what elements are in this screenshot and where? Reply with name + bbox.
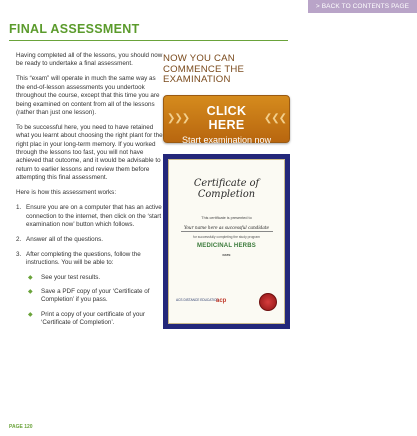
chevron-right-icon: ❯❯❯ bbox=[167, 112, 190, 124]
certificate-program-line: for successfully completing the study program bbox=[193, 235, 260, 239]
list-item bbox=[26, 274, 163, 282]
cta-top-row bbox=[164, 104, 289, 132]
success-paragraph: To be successful here, you need to have retained what you learnt about choosing the right plant for the right plac in your long-term memory. If you worked through the lessons too fast, you will not have achieved that outcome, and it would be advisable to return to earlier lessons and review them before attempting this final assessment. bbox=[16, 123, 163, 182]
bullet-text: Print a copy of your certificate of your ‘Certificate of Completion’. bbox=[41, 310, 145, 327]
start-examination-button[interactable] bbox=[163, 95, 290, 143]
step-text: Ensure you are on a computer that has an active connection to the internet, then click on the ‘start examination now’ button which follows. bbox=[26, 204, 162, 228]
seal-icon bbox=[259, 293, 277, 311]
cta-subtitle: Start examination now bbox=[181, 135, 272, 145]
page-title: FINAL ASSESSMENT bbox=[9, 22, 140, 36]
step-item bbox=[16, 251, 163, 334]
bullet-text: Save a PDF copy of your ‘Certificate of Completion’ if you pass. bbox=[41, 287, 150, 304]
bullet-text: See your test results. bbox=[41, 273, 101, 281]
acp-logo: acp bbox=[216, 298, 227, 304]
outcomes-list bbox=[26, 274, 163, 328]
certificate-name: Your name here as successful candidate bbox=[181, 225, 273, 232]
certificate-paper bbox=[168, 159, 285, 324]
commence-heading: NOW YOU CAN COMMENCE THE EXAMINATION bbox=[163, 53, 245, 86]
page-number: PAGE 120 bbox=[9, 424, 33, 430]
certificate-title: Certificate of Completion bbox=[193, 178, 260, 200]
acs-logo: ACS DISTANCE EDUCATION bbox=[176, 298, 219, 302]
list-item bbox=[26, 311, 163, 328]
diamond-bullet-icon: ◆ bbox=[28, 311, 33, 318]
instructions-column bbox=[16, 52, 163, 340]
step-item bbox=[16, 236, 163, 244]
certificate-presented-line: This certificate is presented to bbox=[201, 216, 252, 220]
certificate-course: MEDICINAL HERBS bbox=[197, 243, 256, 249]
chevron-left-icon: ❮❮❮ bbox=[263, 112, 286, 124]
step-item bbox=[16, 204, 163, 229]
certificate-footer bbox=[176, 293, 277, 311]
diamond-bullet-icon: ◆ bbox=[28, 288, 33, 295]
intro-paragraph: Having completed all of the lessons, you should now be ready to undertake a final assessment. bbox=[16, 52, 163, 68]
how-it-works-paragraph: Here is how this assessment works: bbox=[16, 189, 117, 197]
steps-list bbox=[16, 204, 163, 333]
step-number: 1. bbox=[16, 204, 22, 212]
list-item bbox=[26, 288, 163, 305]
certificate-image bbox=[163, 154, 290, 329]
back-to-contents-button[interactable]: > BACK TO CONTENTS PAGE bbox=[308, 0, 417, 13]
step-text bbox=[26, 251, 163, 334]
step-number: 3. bbox=[16, 250, 22, 258]
diamond-bullet-icon: ◆ bbox=[28, 274, 33, 281]
title-divider bbox=[9, 40, 288, 41]
exam-paragraph: This “exam” will operate in much the same way as the end-of-lesson assessments you undertook throughout the course, except that this time you are being examined on content from all of the lessons (rather than just one lesson). bbox=[16, 75, 160, 116]
step-text: Answer all of the questions. bbox=[26, 235, 104, 243]
step-number: 2. bbox=[16, 235, 22, 243]
step-text-content: After completing the questions, follow the instructions. You will be able to: bbox=[26, 250, 141, 267]
certificate-date: DATE bbox=[222, 253, 231, 257]
cta-label: CLICK HERE bbox=[206, 104, 247, 132]
